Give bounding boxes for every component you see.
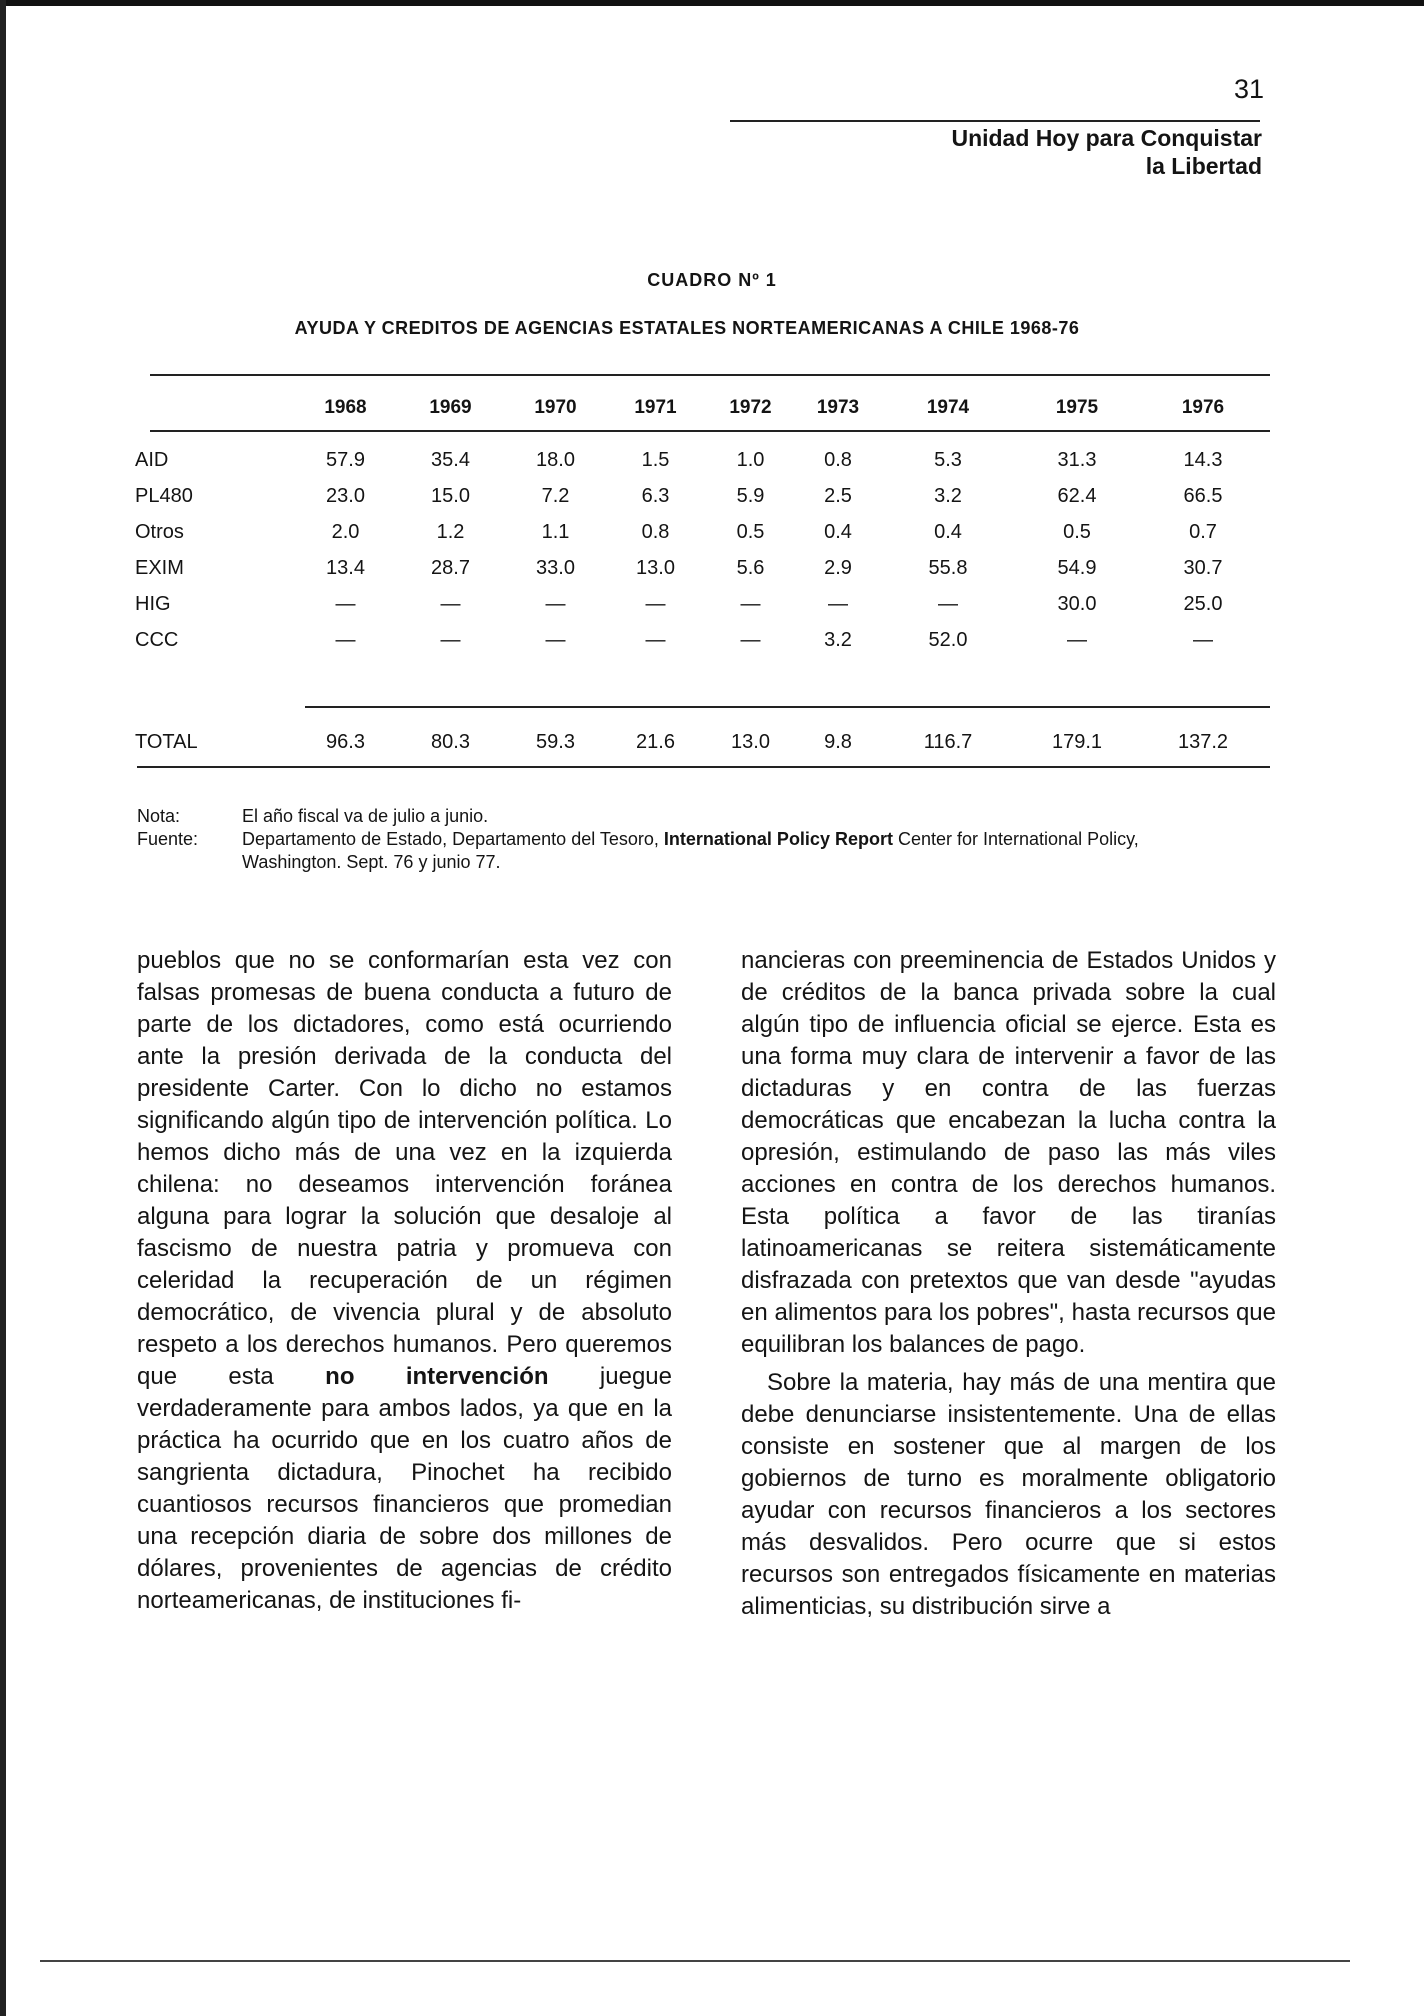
table-cell: 2.0 xyxy=(331,520,360,543)
year-header: 1968 xyxy=(324,397,367,418)
table-cell: 1.0 xyxy=(736,448,765,471)
running-head-line-2: la Libertad xyxy=(1145,153,1262,179)
body-text: pueblos que no se conformarían esta vez con falsas promesas de buena conducta a futuro de parte de los dictadores, como está ocurriendo ante la presión derivada de la conducta del presidente Carter. Con lo dicho no estamos significando algún tipo de intervención política. Lo hemos dicho más de una vez en la izquierda chilena: no deseamos intervención foránea alguna para lograr la solución que desaloje al fascismo de nuestra patria y promueva con celeridad la recuperación de un régimen democrático, de vivencia plural y de absoluto respeto a los derechos humanos. Pero queremos que esta xyxy=(137,947,672,1390)
table-cell: — xyxy=(828,592,848,615)
table-row-hig xyxy=(135,586,1270,622)
table-cell: 52.0 xyxy=(928,628,968,651)
table-cell: 33.0 xyxy=(536,556,575,579)
table-title: AYUDA Y CREDITOS DE AGENCIAS ESTATALES NORTEAMERICANAS A CHILE 1968-76 xyxy=(294,318,1080,338)
year-header: 1970 xyxy=(534,397,577,418)
table-cell: 7.2 xyxy=(541,484,570,507)
table-cell: 14.3 xyxy=(1183,448,1223,471)
aid-table xyxy=(135,384,1270,760)
table-cell: 0.8 xyxy=(641,520,670,543)
table-cell: — xyxy=(545,592,566,615)
table-cell: 6.3 xyxy=(641,484,670,507)
table-cell: 31.3 xyxy=(1057,448,1097,471)
table-bottom-rule xyxy=(137,766,1270,768)
table-cell: 2.5 xyxy=(824,484,852,507)
table-cell: 54.9 xyxy=(1057,556,1097,579)
note-row xyxy=(137,805,1242,828)
running-head-line-1: Unidad Hoy para Conquistar xyxy=(951,125,1262,151)
table-row-otros xyxy=(135,514,1270,550)
note-label: Nota: xyxy=(137,806,181,826)
table-cell: 28.7 xyxy=(431,556,470,579)
table-cell: — xyxy=(740,592,761,615)
table-cell: 2.9 xyxy=(824,556,852,579)
year-header: 1969 xyxy=(429,397,472,418)
body-paragraph: Sobre la materia, hay más de una mentira que debe denunciarse insistentemente. Una de ellas consiste en sostener que al margen de los gobiernos de turno es moralmente obligatorio ayudar con recursos financieros a los sectores más desvalidos. Pero ocurre que si estos recursos son entregados físicamente en materias alimenticias, su distribución sirve a xyxy=(741,1369,1276,1620)
table-cell: 13.0 xyxy=(636,556,675,579)
table-cell: 23.0 xyxy=(326,484,365,507)
table-row-exim xyxy=(135,550,1270,586)
table-cell: 9.8 xyxy=(824,730,852,753)
body-text: juegue verdaderamente para ambos lados, ya que en la práctica ha ocurrido que en los cuatro años de sangrienta dictadura, Pinochet ha recibido cuantiosos recursos financieros que promedian una recepción diaria de sobre dos millones de dólares, provenientes de agencias de crédito norteamericanas, de instituciones fi- xyxy=(137,1363,672,1614)
table-cell: — xyxy=(1193,628,1213,651)
page-left-edge xyxy=(0,0,6,2016)
row-label: TOTAL xyxy=(135,730,198,753)
source-label: Fuente: xyxy=(137,829,199,849)
body-paragraph: nancieras con preeminencia de Estados Unidos y de créditos de la banca privada sobre la cual algún tipo de influencia oficial se ejerce. Esta es una forma muy clara de intervenir a favor de las dictaduras y en contra de las fuerzas democráticas que encabezan la lucha contra la opresión, estimulando de paso las más viles acciones en contra de los derechos humanos. Esta política a favor de las tiranías latinoamericanas se reitera sistemáticamente disfrazada con pretextos que van desde "ayudas en alimentos para los pobres", hasta recursos que equilibran los balances de pago. xyxy=(741,947,1276,1358)
table-cell: 21.6 xyxy=(636,730,675,753)
table-cell: 35.4 xyxy=(431,448,470,471)
year-header: 1974 xyxy=(926,397,970,418)
table-cell: 1.2 xyxy=(436,520,465,543)
table-cell: — xyxy=(1067,628,1087,651)
source-text xyxy=(242,828,1242,874)
table-cell: 96.3 xyxy=(326,730,365,753)
table-cell: 59.3 xyxy=(536,730,575,753)
header-rule xyxy=(730,120,1260,122)
table-cell: 0.4 xyxy=(934,520,962,543)
table-cell: 0.7 xyxy=(1189,520,1217,543)
source-text-post: Center for International Policy, Washington. Sept. 76 y junio 77. xyxy=(242,829,1139,872)
table-row-aid xyxy=(135,442,1270,478)
table-top-rule xyxy=(150,374,1270,376)
table-cell: — xyxy=(335,628,356,651)
emphasis-text: no intervención xyxy=(325,1363,549,1390)
table-cell: 0.5 xyxy=(736,520,765,543)
table-cell: 15.0 xyxy=(431,484,470,507)
table-cell: 179.1 xyxy=(1051,730,1103,753)
year-header: 1976 xyxy=(1181,397,1225,418)
table-cell: — xyxy=(335,592,356,615)
running-head xyxy=(951,124,1262,180)
row-label: EXIM xyxy=(135,556,184,579)
table-cell: 3.2 xyxy=(824,628,852,651)
body-column-left xyxy=(137,945,672,1617)
row-label: PL480 xyxy=(135,484,193,507)
table-row-total xyxy=(135,724,1270,760)
table-label: CUADRO Nº 1 xyxy=(647,270,777,290)
table-cell: 0.5 xyxy=(1063,520,1091,543)
table-cell: — xyxy=(645,628,666,651)
source-publication: International Policy Report xyxy=(663,829,893,849)
table-cell: 80.3 xyxy=(431,730,470,753)
table-cell: 0.8 xyxy=(824,448,852,471)
table-cell: 57.9 xyxy=(326,448,365,471)
table-cell: 1.5 xyxy=(641,448,670,471)
page-number: 31 xyxy=(1233,74,1264,104)
year-header: 1972 xyxy=(729,397,772,418)
table-header-row xyxy=(135,384,1270,432)
bottom-rule xyxy=(40,1960,1350,1962)
table-row-ccc xyxy=(135,622,1270,658)
page-top-border xyxy=(0,0,1424,6)
table-cell: 30.0 xyxy=(1057,592,1097,615)
table-row-pl480 xyxy=(135,478,1270,514)
body-paragraph xyxy=(137,945,672,1617)
table-cell: — xyxy=(440,628,461,651)
year-header: 1975 xyxy=(1055,397,1099,418)
table-cell: 66.5 xyxy=(1183,484,1223,507)
table-cell: 25.0 xyxy=(1183,592,1223,615)
table-cell: 116.7 xyxy=(923,730,973,753)
table-cell: 30.7 xyxy=(1183,556,1223,579)
table-cell: 3.2 xyxy=(934,484,962,507)
source-text-pre: Departamento de Estado, Departamento del Tesoro, xyxy=(242,829,664,849)
table-cell: — xyxy=(938,592,958,615)
table-cell: — xyxy=(545,628,566,651)
year-header: 1973 xyxy=(816,397,860,418)
table-cell: 5.6 xyxy=(736,556,765,579)
row-label: HIG xyxy=(135,592,171,615)
table-cell: 5.9 xyxy=(736,484,765,507)
table-cell: 5.3 xyxy=(934,448,962,471)
table-cell: 1.1 xyxy=(541,520,570,543)
row-label: Otros xyxy=(135,520,184,543)
table-cell: 13.0 xyxy=(731,730,770,753)
note-text: El año fiscal va de julio a junio. xyxy=(242,806,489,826)
table-notes xyxy=(137,805,1242,874)
table-cell: 0.4 xyxy=(824,520,852,543)
table-cell: 62.4 xyxy=(1057,484,1097,507)
year-header: 1971 xyxy=(634,397,677,418)
table-cell: 137.2 xyxy=(1177,730,1229,753)
table-cell: — xyxy=(740,628,761,651)
table-cell: — xyxy=(645,592,666,615)
table-cell: — xyxy=(440,592,461,615)
source-row xyxy=(137,828,1242,874)
table-cell: 18.0 xyxy=(536,448,575,471)
row-label: AID xyxy=(135,448,169,471)
body-column-right xyxy=(741,945,1276,1623)
table-cell: 13.4 xyxy=(326,556,365,579)
table-cell: 55.8 xyxy=(928,556,968,579)
header-blank xyxy=(135,384,293,432)
row-label: CCC xyxy=(135,628,179,651)
